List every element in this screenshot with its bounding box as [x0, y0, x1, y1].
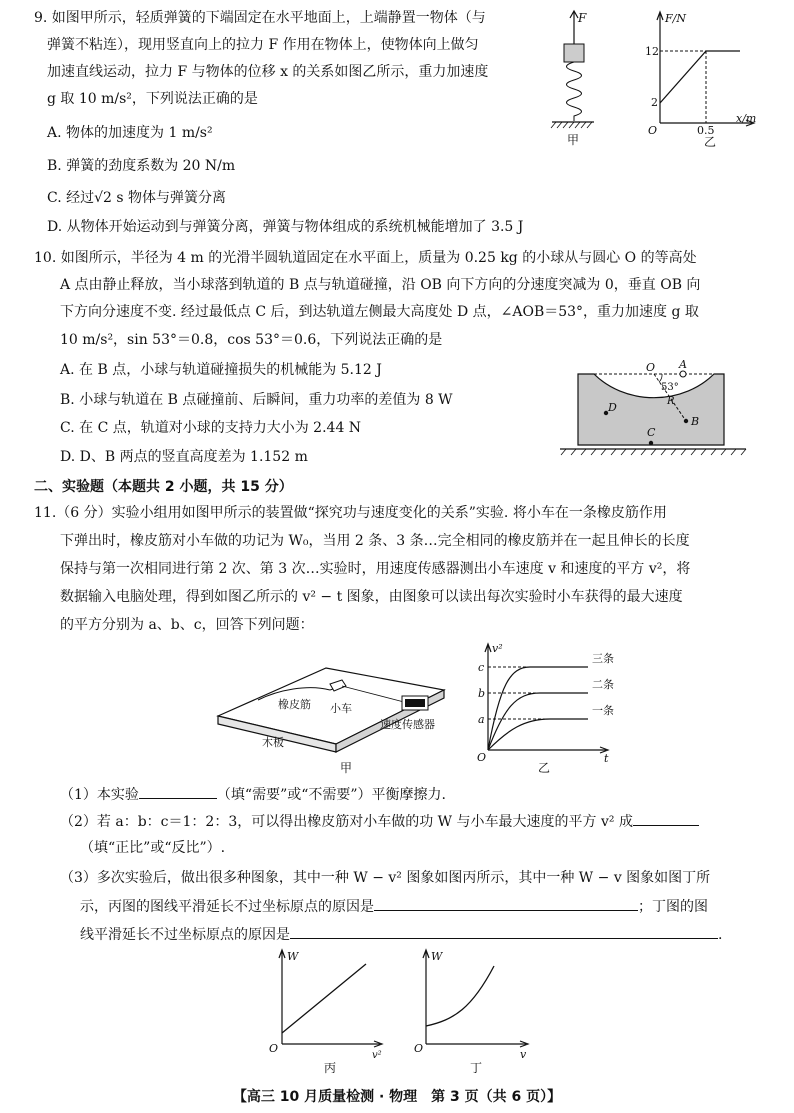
label-R: R — [667, 396, 675, 407]
board-label: 木板 — [262, 736, 284, 749]
origin-label: O — [414, 1042, 424, 1055]
q11-line-2: 下弹出时，橡皮筋对小车做的功记为 W₀，当用 2 条、3 条…完全相同的橡皮筋并在一起且伸长的长度 — [60, 533, 690, 549]
sub3-line-3 — [80, 924, 722, 945]
q10-line-4: 10 m/s²，sin 53°＝0.8，cos 53°＝0.6，下列说法正确的是 — [60, 332, 443, 348]
force-label: F — [578, 11, 587, 25]
sub2-answer-blank[interactable] — [633, 811, 699, 826]
q10-line-3: 下方向分速度不变. 经过最低点 C 后，到达轨道左侧最大高度处 D 点，∠AOB＝53°，重力加速度 g 取 — [60, 304, 699, 320]
q10-option-d: D. D、B 两点的竖直高度差为 1.152 m — [60, 449, 308, 465]
label-A: A — [679, 358, 687, 371]
x-tick-05: 0.5 — [697, 124, 715, 137]
x-axis-label: v² — [372, 1050, 382, 1061]
level-b: b — [478, 687, 486, 700]
force-line-rising — [660, 51, 706, 103]
label-angle: 53° — [661, 382, 679, 393]
sub3-text-b: ；丁图的图 — [638, 899, 708, 915]
label-B: B — [691, 415, 700, 428]
curve-two — [488, 693, 588, 750]
sub2-text-a: （2）若 a：b：c＝1：2：3，可以得出橡皮筋对小车做的功 W 与小车最大速度的平方 v² 成 — [60, 814, 633, 830]
section-title: 二、实验题（本题共 2 小题，共 15 分） — [34, 479, 293, 495]
origin-label: O — [477, 751, 487, 764]
q9-figure-yi — [640, 8, 770, 148]
label-D: D — [608, 401, 617, 414]
q11-figure-bing — [262, 948, 392, 1078]
sub2-line-2: （填“正比”或“反比”）. — [80, 840, 226, 856]
q10-option-c: C. 在 C 点，轨道对小球的支持力大小为 2.44 N — [60, 420, 362, 436]
q9-line-1: 9. 如图甲所示，轻质弹簧的下端固定在水平地面上，上端静置一物体（与 — [34, 10, 486, 26]
label-C: C — [647, 426, 656, 439]
y-axis-label: W — [431, 950, 443, 963]
y-axis-label: W — [287, 950, 299, 963]
series-two: 二条 — [592, 678, 614, 691]
fig-bing-caption: 丙 — [324, 1061, 337, 1075]
x-axis-label: t — [604, 752, 609, 765]
w-v-curve — [426, 966, 494, 1026]
fig-jia-caption: 甲 — [567, 133, 580, 147]
q9-line-4: g 取 10 m/s²，下列说法正确的是 — [47, 91, 258, 107]
origin-label: O — [648, 124, 658, 137]
series-one: 一条 — [592, 704, 614, 717]
sub1-text-a: （1）本实验 — [60, 787, 139, 803]
sensor-label: 速度传感器 — [380, 718, 435, 731]
label-O: O — [646, 361, 656, 374]
q11-line-3: 保持与第一次相同进行第 2 次、第 3 次…实验时，用速度传感器测出小车速度 v 和速度的平方 v²，将 — [60, 561, 691, 577]
sub2-line — [60, 811, 699, 832]
curve-one — [488, 719, 588, 750]
q9-line-3: 加速直线运动，拉力 F 与物体的位移 x 的关系如图乙所示，重力加速度 — [47, 64, 489, 80]
q11-line-5: 的平方分别为 a、b、c，回答下列问题： — [60, 617, 314, 633]
sub3-line-2 — [80, 896, 708, 917]
y-axis-label: F/N — [665, 12, 686, 25]
fig-apparatus-caption: 甲 — [340, 761, 353, 775]
sub3-answer-blank-2[interactable] — [290, 924, 718, 939]
curve-three — [488, 667, 588, 750]
fig-yi-caption: 乙 — [704, 135, 717, 149]
q9-option-c: C. 经过√2 s 物体与弹簧分离 — [47, 190, 227, 206]
sub3-answer-blank-1[interactable] — [374, 896, 638, 911]
q11-figure-v2t — [470, 640, 620, 775]
q10-figure-track — [558, 358, 748, 458]
sub3-text-d: . — [718, 927, 723, 943]
q9-option-a: A. 物体的加速度为 1 m/s² — [47, 125, 213, 141]
series-three: 三条 — [592, 652, 614, 665]
q9-figure-jia — [548, 8, 598, 148]
page-footer: 【高三 10 月质量检测 · 物理 第 3 页（共 6 页）】 — [232, 1089, 562, 1105]
level-c: c — [478, 661, 485, 674]
sub1-line — [60, 784, 446, 805]
x-axis-label: v — [520, 1048, 527, 1061]
q11-figure-ding — [412, 948, 542, 1078]
q9-option-b: B. 弹簧的劲度系数为 20 N/m — [47, 158, 236, 174]
y-axis-label: v² — [492, 642, 503, 655]
q10-line-1: 10. 如图所示，半径为 4 m 的光滑半圆轨道固定在水平面上，质量为 0.25 kg 的小球从与圆心 O 的等高处 — [34, 250, 697, 266]
x-axis-label: x/m — [736, 112, 757, 125]
q10-option-b: B. 小球与轨道在 B 点碰撞前、后瞬间，重力功率的差值为 8 W — [60, 392, 453, 408]
rubber-label: 橡皮筋 — [278, 698, 311, 711]
sub3-line-1: （3）多次实验后，做出很多种图象，其中一种 W − v² 图象如图丙所示，其中一种 W − v 图象如图丁所 — [60, 870, 711, 886]
sub3-text-c: 线平滑延长不过坐标原点的原因是 — [80, 927, 290, 943]
sub3-text-a: 示，丙图的图线平滑延长不过坐标原点的原因是 — [80, 899, 374, 915]
fig-ding-caption: 丁 — [470, 1061, 483, 1075]
q10-line-2: A 点由静止释放，当小球落到轨道的 B 点与轨道碰撞，沿 OB 向下方向的分速度突减为 0，垂直 OB 向 — [60, 277, 701, 293]
q11-figure-apparatus — [208, 660, 458, 775]
q11-line-1: 11.（6 分）实验小组用如图甲所示的装置做“探究功与速度变化的关系”实验. 将小车在一条橡皮筋作用 — [34, 505, 667, 521]
q9-option-d: D. 从物体开始运动到与弹簧分离，弹簧与物体组成的系统机械能增加了 3.5 J — [47, 219, 524, 235]
fig-v2t-caption: 乙 — [538, 761, 551, 775]
y-tick-12: 12 — [645, 45, 659, 58]
q10-option-a: A. 在 B 点，小球与轨道碰撞损失的机械能为 5.12 J — [60, 362, 382, 378]
level-a: a — [478, 713, 485, 726]
sub1-answer-blank[interactable] — [139, 784, 217, 799]
q9-line-2: 弹簧不粘连），现用竖直向上的拉力 F 作用在物体上，使物体向上做匀 — [47, 37, 479, 53]
cart-label: 小车 — [330, 702, 352, 715]
sub1-text-b: （填“需要”或“不需要”）平衡摩擦力. — [216, 787, 447, 803]
y-tick-2: 2 — [651, 96, 658, 109]
w-v2-line — [282, 964, 366, 1033]
q11-line-4: 数据输入电脑处理，得到如图乙所示的 v² − t 图象，由图象可以读出每次实验时小车获得的最大速度 — [60, 589, 683, 605]
origin-label: O — [269, 1042, 279, 1055]
